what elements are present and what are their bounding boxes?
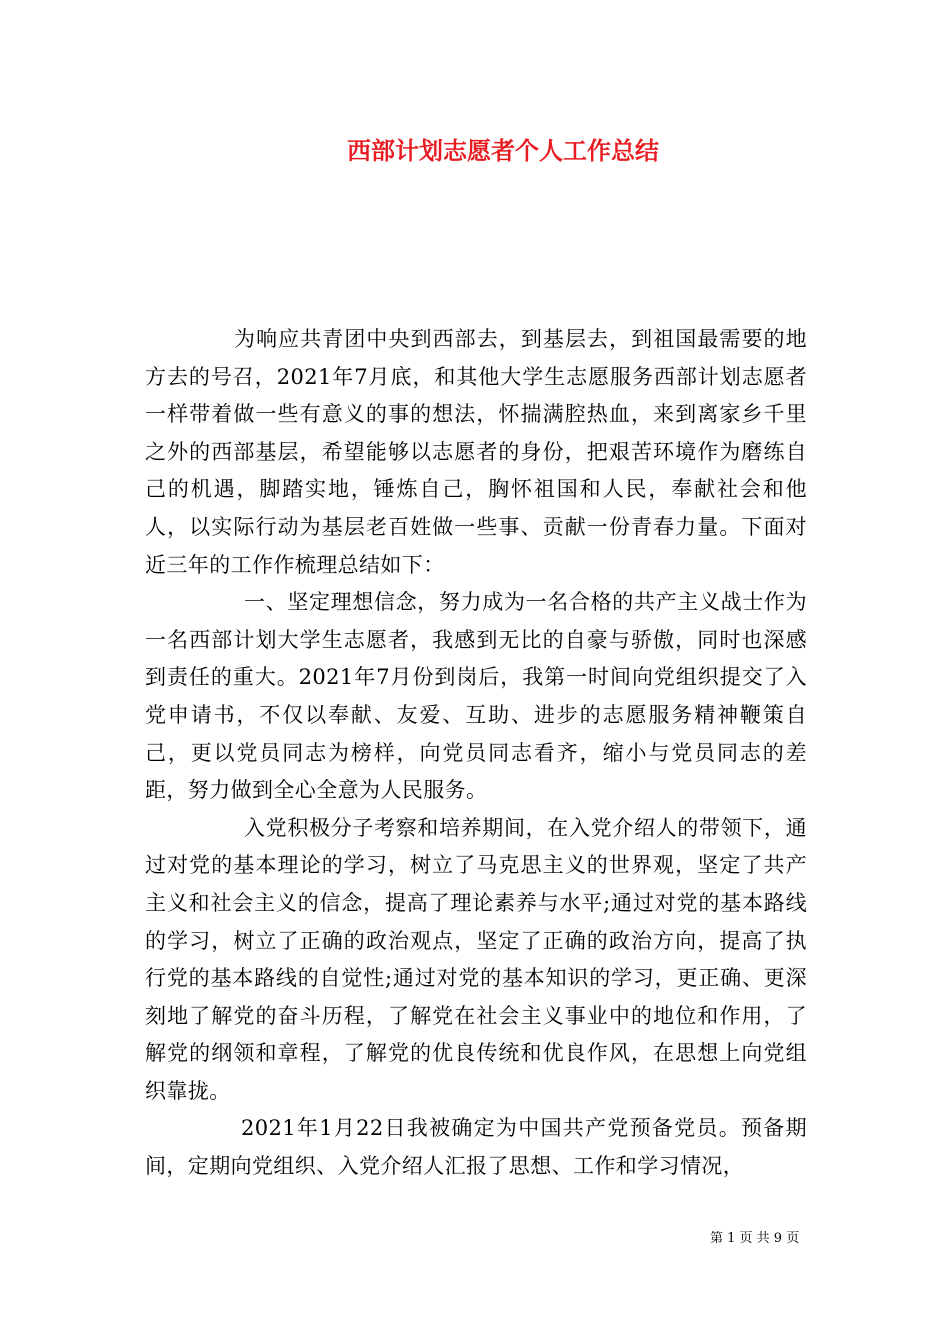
paragraph-probationary-member: 2021年1月22日我被确定为中国共产党预备党员。预备期间，定期向党组织、入党介绍人汇报了思想、工作和学习情况， (145, 1116, 807, 1179)
paragraph-ideals: 一、坚定理想信念，努力成为一名合格的共产主义战士作为一名西部计划大学生志愿者，我感到无比的自豪与骄傲，同时也深感到责任的重大。2021年7月份到岗后，我第一时间向党组织提交了入党申请书，不仅以奉献、友爱、互助、进步的志愿服务精神鞭策自己，更以党员同志为榜样，向党员同志看齐，缩小与党员同志的差距，努力做到全心全意为人民服务。 (145, 590, 807, 803)
page-number-footer: 第 1 页 共 9 页 (710, 1231, 800, 1246)
paragraph-activist-training: 入党积极分子考察和培养期间，在入党介绍人的带领下，通过对党的基本理论的学习，树立了马克思主义的世界观，坚定了共产主义和社会主义的信念，提高了理论素养与水平;通过对党的基本路线的学习，树立了正确的政治观点，坚定了正确的政治方向，提高了执行党的基本路线的自觉性;通过对党的基本知识的学习，更正确、更深刻地了解党的奋斗历程，了解党在社会主义事业中的地位和作用，了解党的纲领和章程，了解党的优良传统和优良作风，在思想上向党组织靠拢。 (145, 815, 807, 1103)
document-body (145, 321, 807, 1186)
paragraph-intro: 为响应共青团中央到西部去，到基层去，到祖国最需要的地方去的号召，2021年7月底，和其他大学生志愿服务西部计划志愿者一样带着做一些有意义的事的想法，怀揣满腔热血，来到离家乡千里之外的西部基层，希望能够以志愿者的身份，把艰苦环境作为磨练自己的机遇，脚踏实地，锤炼自己，胸怀祖国和人民，奉献社会和他人，以实际行动为基层老百姓做一些事、贡献一份青春力量。下面对近三年的工作作梳理总结如下： (145, 327, 807, 577)
document-title: 西部计划志愿者个人工作总结 (347, 136, 659, 165)
